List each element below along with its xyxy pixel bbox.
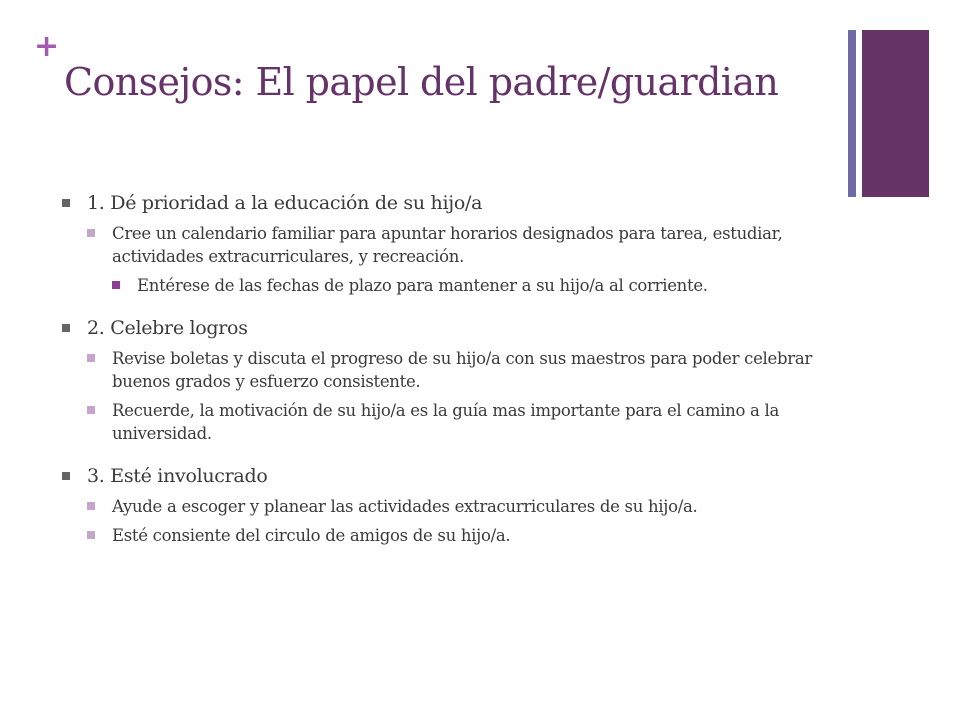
list-item-text: Revise boletas y discuta el progreso de su hijo/a con sus maestros para poder celebrar buenos grados y esfuerzo consistente. xyxy=(112,349,812,391)
section-3-items xyxy=(87,495,842,547)
list-item-text: Cree un calendario familiar para apuntar horarios designados para tarea, estudiar, actividades extracurriculares, y recreación. xyxy=(112,224,783,266)
slide-title: Consejos: El papel del padre/guardian xyxy=(64,60,779,104)
section-3 xyxy=(62,463,842,547)
section-heading: 3. Esté involucrado xyxy=(87,465,268,487)
list-item xyxy=(87,222,842,297)
section-1-items xyxy=(87,222,842,297)
section-heading: 2. Celebre logros xyxy=(87,317,248,339)
sub-list xyxy=(112,274,842,297)
list-item-text: Ayude a escoger y planear las actividades extracurriculares de su hijo/a. xyxy=(112,497,698,516)
section-2-items xyxy=(87,347,842,445)
plus-icon: + xyxy=(34,29,60,64)
list-item xyxy=(87,524,842,547)
slide-body xyxy=(62,190,842,553)
bullet-list xyxy=(62,190,842,547)
accent-bar-thin xyxy=(848,30,856,197)
list-item xyxy=(87,495,842,518)
list-item-text: Esté consiente del circulo de amigos de su hijo/a. xyxy=(112,526,511,545)
section-1 xyxy=(62,190,842,297)
section-2 xyxy=(62,315,842,445)
list-item-text: Recuerde, la motivación de su hijo/a es la guía mas importante para el camino a la universidad. xyxy=(112,401,780,443)
sub-list-item xyxy=(112,274,842,297)
section-heading: 1. Dé prioridad a la educación de su hijo/a xyxy=(87,192,483,214)
list-item xyxy=(87,347,842,393)
sub-list-item-text: Entérese de las fechas de plazo para mantener a su hijo/a al corriente. xyxy=(137,276,708,295)
accent-bar-thick xyxy=(862,30,929,197)
list-item xyxy=(87,399,842,445)
